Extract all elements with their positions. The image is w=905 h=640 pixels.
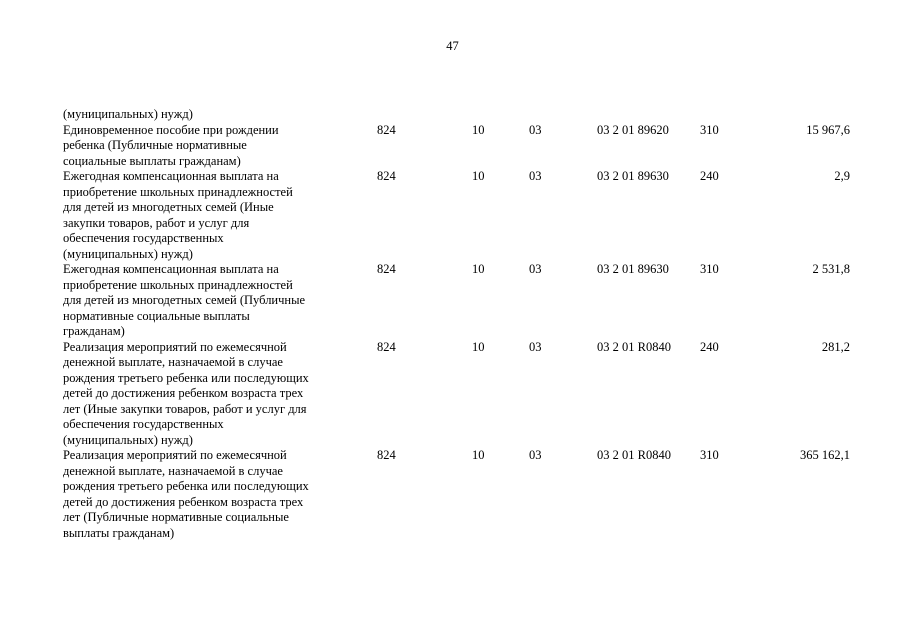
- subsection-code-cell: 03: [529, 122, 542, 137]
- target-article-cell: 03 2 01 89620: [597, 122, 669, 137]
- section-code-cell: [472, 107, 529, 123]
- subsection-code-cell: 03: [529, 169, 542, 183]
- ministry-code-cell: 824: [377, 262, 396, 276]
- expense-type-cell: 240: [700, 169, 719, 183]
- subsection-code-cell: 03: [529, 448, 542, 462]
- table-row: [63, 262, 850, 340]
- expense-name-cell: Единовременное пособие при рождении ребенка (Публичные нормативные социальные выплаты гражданам): [63, 122, 279, 168]
- amount-cell: [760, 107, 850, 123]
- section-code-cell: 10: [472, 339, 485, 354]
- target-article-cell: 03 2 01 89630: [597, 169, 669, 183]
- expense-type-cell: 310: [700, 262, 719, 276]
- subsection-code-cell: [529, 107, 597, 123]
- section-code-cell: 10: [472, 262, 485, 276]
- section-code-cell: 10: [472, 169, 485, 183]
- target-article-cell: [597, 107, 700, 123]
- target-article-cell: 03 2 01 89630: [597, 262, 669, 276]
- expense-name-cell: Реализация мероприятий по ежемесячной денежной выплате, назначаемой в случае рождения третьего ребенка или последующих детей до достижения ребенком возраста трех лет (Публичные нормативные социальные выплаты гражданам): [63, 448, 309, 540]
- subsection-code-cell: 03: [529, 339, 542, 354]
- page-number: 47: [446, 39, 459, 53]
- table-row: [63, 340, 850, 449]
- expense-type-cell: 240: [700, 339, 719, 354]
- expense-name-cell: (муниципальных) нужд): [63, 107, 193, 121]
- amount-cell: 2 531,8: [812, 262, 850, 276]
- table-row: [63, 448, 850, 541]
- expense-type-cell: 310: [700, 122, 719, 137]
- ministry-code-cell: 824: [377, 169, 396, 183]
- target-article-cell: 03 2 01 R0840: [597, 339, 671, 354]
- amount-cell: 281,2: [821, 339, 850, 354]
- expense-name-cell: Ежегодная компенсационная выплата на приобретение школьных принадлежностей для детей из многодетных семей (Публичные нормативные социальные выплаты гражданам): [63, 262, 306, 338]
- table-row: [63, 169, 850, 262]
- amount-cell: 15 967,6: [806, 122, 850, 137]
- section-code-cell: 10: [472, 448, 485, 462]
- ministry-code-cell: [377, 107, 472, 123]
- expense-type-cell: 310: [700, 448, 719, 462]
- expense-name-cell: Ежегодная компенсационная выплата на приобретение школьных принадлежностей для детей из многодетных семей (Иные закупки товаров, работ и услуг для обеспечения государственных (муниципальных) нужд): [63, 169, 293, 261]
- table-row: [63, 123, 850, 170]
- budget-table: [63, 107, 850, 541]
- amount-cell: 2,9: [834, 169, 850, 183]
- target-article-cell: 03 2 01 R0840: [597, 448, 671, 462]
- amount-cell: 365 162,1: [800, 448, 850, 462]
- ministry-code-cell: 824: [377, 339, 396, 354]
- expense-name-cell: Реализация мероприятий по ежемесячной денежной выплате, назначаемой в случае рождения третьего ребенка или последующих детей до достижения ребенком возраста трех лет (Иные закупки товаров, работ и услуг для обеспечения государственных (муниципальных) нужд): [63, 339, 309, 447]
- ministry-code-cell: 824: [377, 448, 396, 462]
- subsection-code-cell: 03: [529, 262, 542, 276]
- table-row: [63, 107, 850, 123]
- expense-type-cell: [700, 107, 760, 123]
- ministry-code-cell: 824: [377, 122, 396, 137]
- section-code-cell: 10: [472, 122, 485, 137]
